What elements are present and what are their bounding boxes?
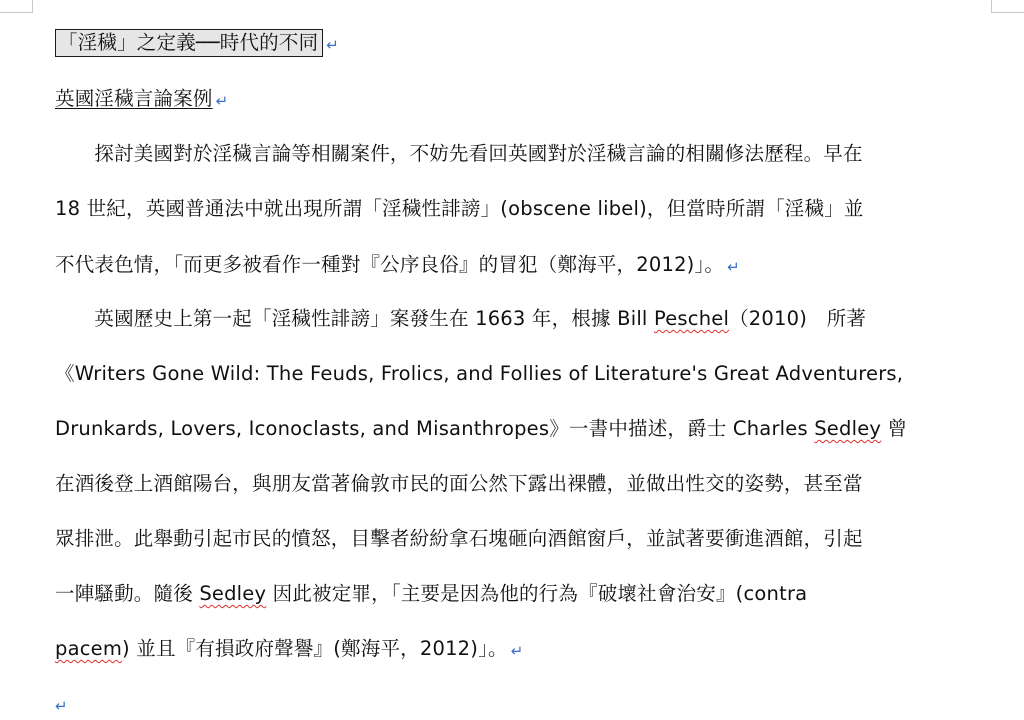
paragraph-mark-icon: ↵ xyxy=(510,642,524,660)
body-text[interactable]: （2010) 所著 xyxy=(729,307,867,330)
page-corner-marker-right xyxy=(991,0,1024,13)
body-text[interactable]: 因此被定罪，「主要是因為他的行為『破壞社會治安』(contra xyxy=(266,582,808,605)
body-text[interactable]: Drunkards, Lovers, Iconoclasts, and Misanthropes》一書中描述，爵士 Charles xyxy=(55,417,815,440)
paragraph-mark-icon: ↵ xyxy=(215,92,229,110)
subheading[interactable]: 英國淫穢言論案例 xyxy=(55,87,213,110)
heading-line[interactable] xyxy=(55,29,339,58)
paragraph-mark-icon: ↵ xyxy=(326,36,340,54)
selected-heading[interactable]: 「淫穢」之定義──時代的不同 xyxy=(55,29,323,57)
paragraph-1-line-3[interactable] xyxy=(55,251,740,280)
paragraph-mark-icon: ↵ xyxy=(727,258,740,276)
body-text[interactable]: 英國歷史上第一起「淫穢性誹謗」案發生在 1663 年，根據 Bill xyxy=(55,307,654,330)
body-text[interactable]: 《Writers Gone Wild: The Feuds, Frolics, and Follies of Literature's Great Adventurers, xyxy=(55,362,904,385)
paragraph-2-line-1[interactable] xyxy=(55,305,866,333)
paragraph-mark-icon: ↵ xyxy=(55,697,68,715)
paragraph-2-line-3[interactable] xyxy=(55,415,907,443)
empty-paragraph[interactable] xyxy=(55,690,68,719)
paragraph-1-line-2[interactable] xyxy=(55,195,864,223)
paragraph-2-line-2[interactable] xyxy=(55,360,903,388)
spelling-error-word[interactable]: Sedley xyxy=(199,582,267,605)
paragraph-2-line-5[interactable] xyxy=(55,525,863,553)
paragraph-2-line-4[interactable] xyxy=(55,470,863,498)
body-text[interactable]: ) 並且『有損政府聲譽』(鄭海平，2012)」。 xyxy=(122,637,508,660)
paragraph-2-line-6[interactable] xyxy=(55,580,807,608)
body-text[interactable]: 不代表色情，「而更多被看作一種對『公序良俗』的冒犯（鄭海平，2012)」。 xyxy=(55,253,725,276)
body-text[interactable]: 18 世紀，英國普通法中就出現所謂「淫穢性誹謗」(obscene libel)，但當時所謂「淫穢」並 xyxy=(55,197,864,220)
body-text[interactable]: 一陣騷動。隨後 xyxy=(55,582,200,605)
body-text[interactable]: 眾排泄。此舉動引起市民的憤怒，目擊者紛紛拿石塊砸向酒館窗戶，並試著要衝進酒館，引起 xyxy=(55,527,863,550)
spelling-error-word[interactable]: Sedley xyxy=(814,417,882,440)
body-text[interactable]: 在酒後登上酒館陽台，與朋友當著倫敦市民的面公然下露出裸體，並做出性交的姿勢，甚至當 xyxy=(55,472,863,495)
paragraph-1-line-1[interactable] xyxy=(55,140,863,168)
body-text[interactable]: 探討美國對於淫穢言論等相關案件，不妨先看回英國對於淫穢言論的相關修法歷程。早在 xyxy=(55,142,863,165)
subheading-line[interactable] xyxy=(55,85,228,114)
page-corner-marker-left xyxy=(0,0,33,13)
spelling-error-word[interactable]: Peschel xyxy=(653,307,730,330)
body-text[interactable]: 曾 xyxy=(881,417,908,440)
paragraph-2-line-7[interactable] xyxy=(55,635,524,664)
spelling-error-word[interactable]: pacem xyxy=(55,637,123,660)
